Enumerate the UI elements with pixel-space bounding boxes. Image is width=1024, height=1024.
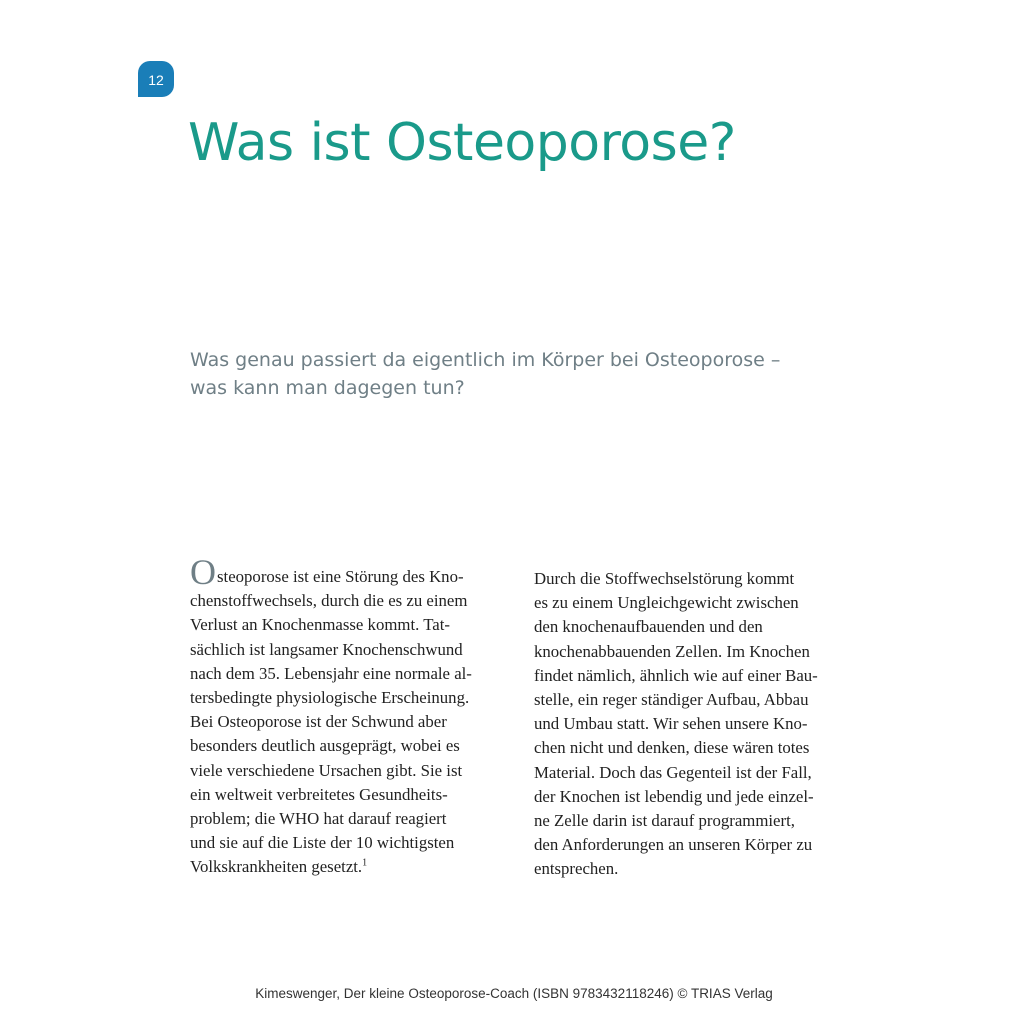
paragraph-right: [534, 567, 864, 882]
text-line: den Anforderungen an unseren Körper zu: [534, 835, 813, 855]
text-line: es zu einem Ungleichgewicht zwischen: [534, 593, 799, 613]
text-line: ne Zelle darin ist darauf programmiert,: [534, 811, 795, 831]
text-line: Bei Osteoporose ist der Schwund aber: [190, 712, 447, 732]
body-column-right: [534, 567, 864, 882]
text-line: findet nämlich, ähnlich wie auf einer Bau-: [534, 665, 818, 685]
page-footer-citation: Kimeswenger, Der kleine Osteoporose-Coach (ISBN 9783432118246) © TRIAS Verlag: [255, 986, 773, 1001]
text-line: Durch die Stoffwechselstörung kommt: [534, 569, 795, 588]
paragraph-left: [190, 552, 520, 880]
text-line: problem; die WHO hat darauf reagiert: [190, 809, 447, 829]
text-line: und sie auf die Liste der 10 wichtigsten: [190, 833, 455, 853]
text-line: besonders deutlich ausgeprägt, wobei es: [190, 736, 460, 756]
chapter-title: Was ist Osteoporose?: [188, 113, 736, 173]
text-line: der Knochen ist lebendig und jede einzel-: [534, 786, 814, 806]
drop-cap: O: [190, 552, 216, 592]
text-line: chenstoffwechsels, durch die es zu einem: [190, 591, 468, 611]
text-line: knochenabbauenden Zellen. Im Knochen: [534, 641, 810, 661]
text-line: Volkskrankheiten gesetzt.$^1$: [190, 857, 368, 877]
text-line: viele verschiedene Ursachen gibt. Sie ist: [190, 760, 463, 780]
text-line: Osteoporose ist eine Störung des Kno-: [190, 552, 464, 592]
text-line: ein weltweit verbreitetes Gesundheits-: [190, 784, 448, 804]
page-number-badge: [138, 61, 174, 97]
text-line: tersbedingte physiologische Erscheinung.: [190, 688, 470, 708]
text-line: chen nicht und denken, diese wären totes: [534, 738, 810, 758]
text-line: stelle, ein reger ständiger Aufbau, Abbau: [534, 690, 809, 710]
chapter-subtitle: Was genau passiert da eigentlich im Körper bei Osteoporose – was kann man dagegen tun?: [190, 349, 781, 399]
text-line: entsprechen.: [534, 859, 619, 879]
footnote-marker[interactable]: 1: [362, 857, 368, 869]
text-line: Verlust an Knochenmasse kommt. Tat-: [190, 615, 450, 635]
text-line: Material. Doch das Gegenteil ist der Fall,: [534, 762, 812, 782]
text-line: nach dem 35. Lebensjahr eine normale al-: [190, 663, 472, 683]
body-column-left: [190, 552, 520, 880]
text-line: sächlich ist langsamer Knochenschwund: [190, 639, 463, 659]
text-line: den knochenaufbauenden und den: [534, 617, 763, 637]
text-line: und Umbau statt. Wir sehen unsere Kno-: [534, 714, 808, 734]
page-number: 12: [148, 71, 164, 88]
